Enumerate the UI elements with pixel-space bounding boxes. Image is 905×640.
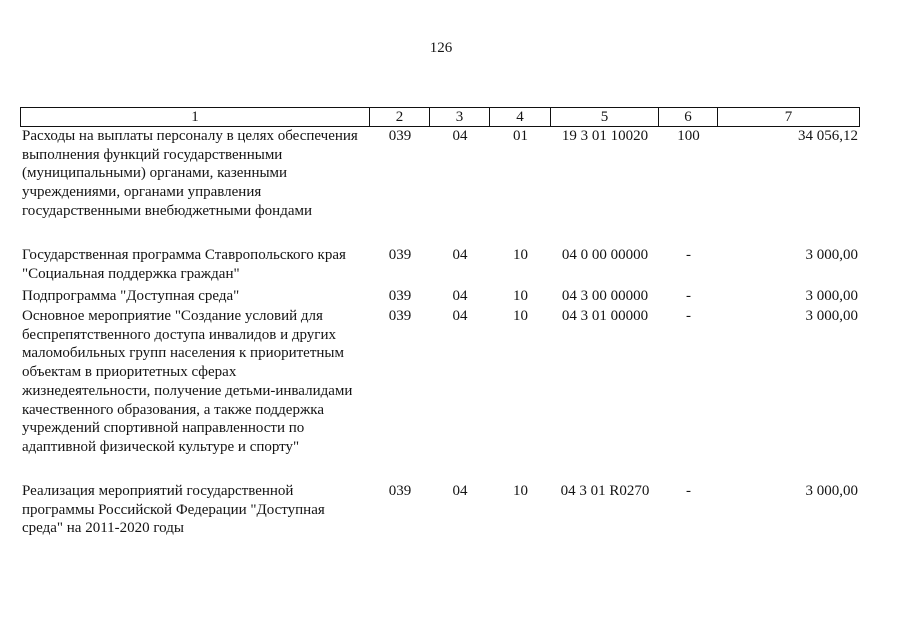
row-col-7: 3 000,00: [805, 308, 858, 324]
row-description: Основное мероприятие "Создание условий для беспрепятственного доступа инвалидов и других маломобильных групп населения к приоритетным объектам в приоритетных сферах жизнедеятельности, получение детьми-инвалидами качественного образования, а также поддержка учреждений спортивной направленности по адаптивной физической культуре и спорту": [22, 308, 353, 455]
table-header-row: [20, 107, 860, 127]
row-col-6: 100: [677, 128, 700, 144]
row-col-7: 3 000,00: [805, 288, 858, 304]
row-col-5: 19 3 01 10020: [561, 128, 649, 144]
header-col-2: 2: [370, 108, 430, 126]
row-description: Государственная программа Ставропольского края "Социальная поддержка граждан": [22, 247, 346, 282]
row-col-3: 04: [452, 288, 468, 304]
row-col-4: 01: [513, 128, 528, 144]
page-number: 126: [429, 40, 453, 56]
row-col-6: -: [686, 483, 691, 499]
row-description: Подпрограмма "Доступная среда": [22, 288, 240, 304]
row-col-7: 34 056,12: [798, 128, 858, 144]
header-col-7: 7: [784, 109, 793, 125]
row-col-7: 3 000,00: [805, 483, 858, 499]
row-col-3: 04: [452, 308, 468, 324]
row-col-2: 039: [388, 247, 412, 263]
header-col-5: 5: [551, 108, 659, 126]
row-col-4: 10: [513, 247, 528, 263]
row-col-6: -: [686, 308, 691, 324]
row-col-4: 10: [513, 288, 528, 304]
row-col-5: 04 3 01 00000: [561, 308, 649, 324]
header-col-4: 4: [490, 108, 551, 126]
row-col-2: 039: [388, 288, 412, 304]
row-col-5: 04 3 01 R0270: [560, 483, 650, 499]
row-col-6: -: [686, 247, 691, 263]
row-col-2: 039: [388, 483, 412, 499]
row-col-3: 04: [452, 247, 468, 263]
row-col-3: 04: [452, 483, 468, 499]
row-col-2: 039: [388, 308, 412, 324]
row-description: Расходы на выплаты персоналу в целях обеспечения выполнения функций государственными (муниципальными) органами, казенными учреждениями, органами управления государственными внебюджетными фондами: [22, 128, 358, 219]
row-col-5: 04 0 00 00000: [561, 247, 649, 263]
header-col-6: 6: [659, 108, 718, 126]
row-col-3: 04: [452, 128, 468, 144]
row-col-2: 039: [388, 128, 412, 144]
row-col-6: -: [686, 288, 691, 304]
header-col-1: 1: [21, 108, 370, 126]
header-col-3: 3: [430, 108, 490, 126]
row-col-5: 04 3 00 00000: [561, 288, 649, 304]
row-description: Реализация мероприятий государственной программы Российской Федерации "Доступная среда" на 2011-2020 годы: [22, 483, 325, 537]
row-col-7: 3 000,00: [805, 247, 858, 263]
row-col-4: 10: [513, 483, 528, 499]
row-col-4: 10: [513, 308, 528, 324]
